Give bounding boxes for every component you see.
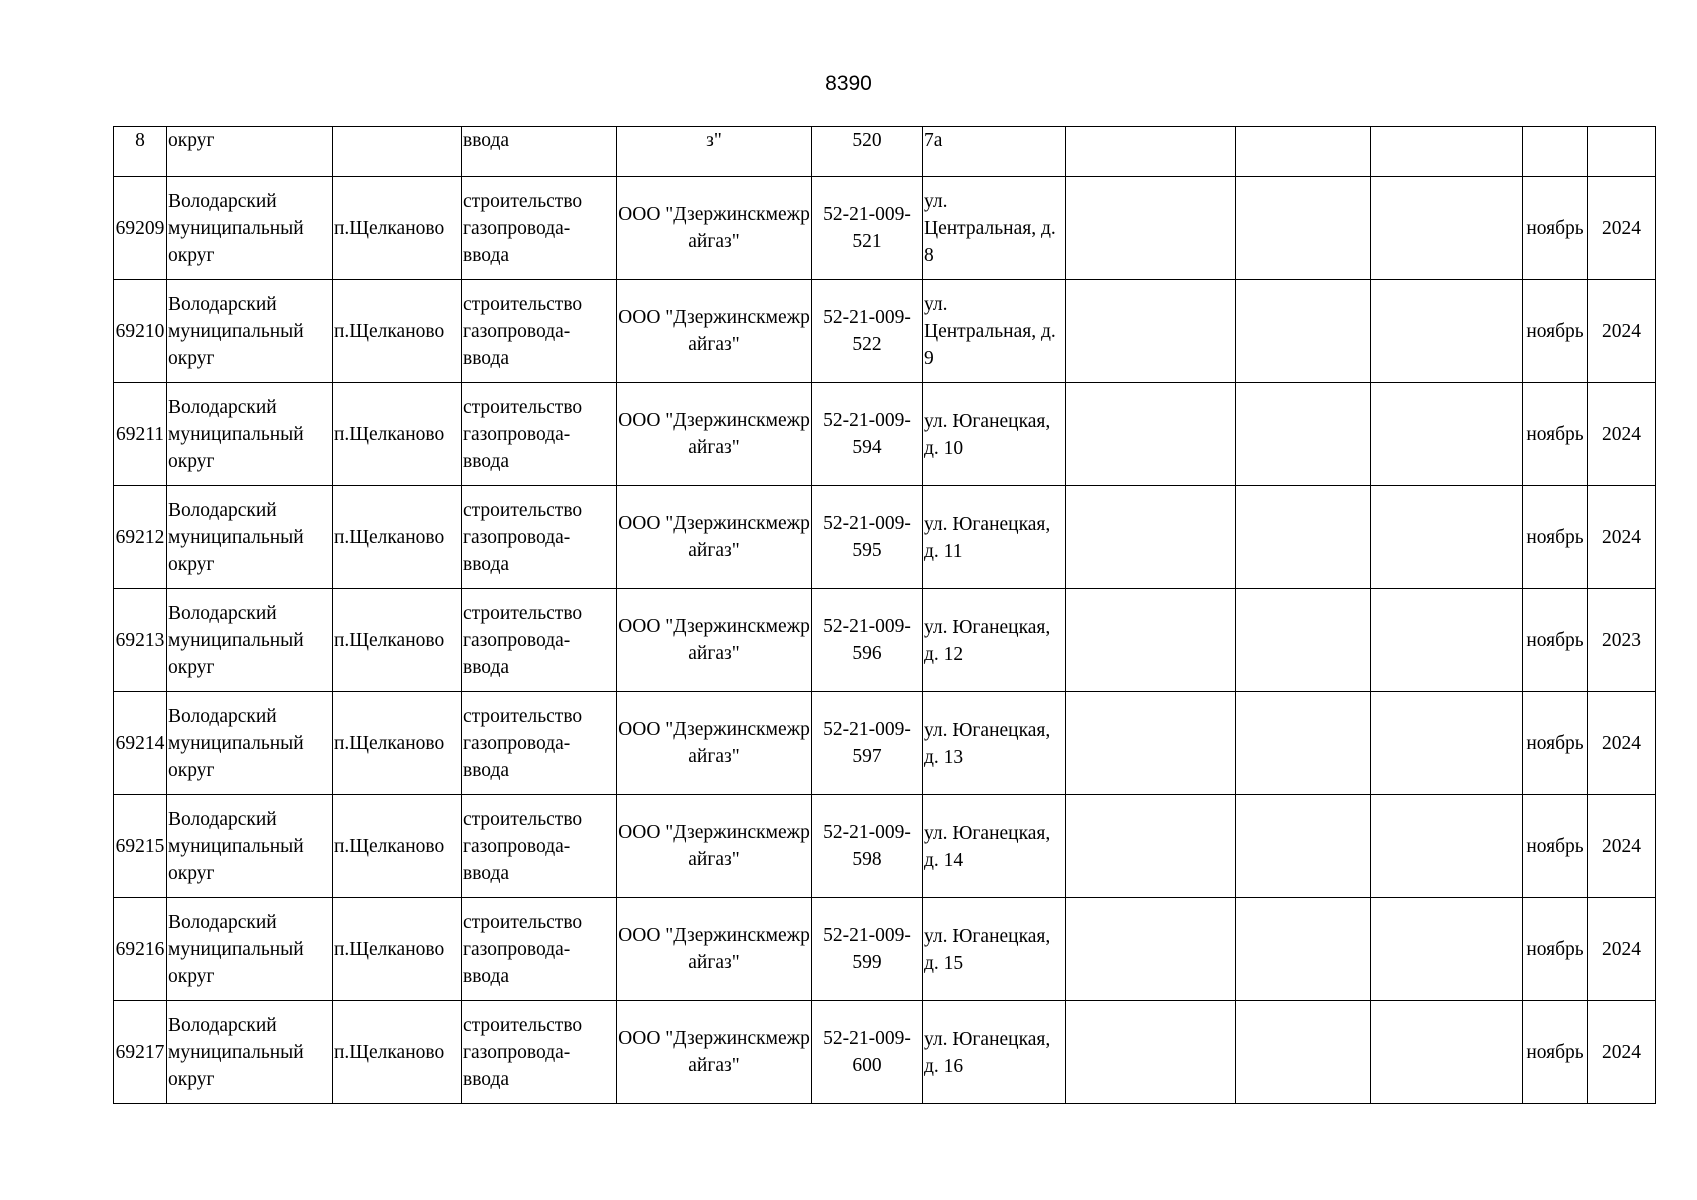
cell-work-type: строительство газопровода-ввода <box>462 1001 617 1104</box>
cell-empty <box>1066 1001 1236 1104</box>
cell-month: ноябрь <box>1523 177 1588 280</box>
cell-organization: ООО "Дзержинскмежрайгаз" <box>617 177 812 280</box>
cell-locality: п.Щелканово <box>333 795 462 898</box>
cell-empty <box>1066 795 1236 898</box>
cell-address: ул. Юганецкая, д. 11 <box>923 486 1066 589</box>
cell-empty <box>1371 383 1523 486</box>
cell-work-type: строительство газопровода-ввода <box>462 177 617 280</box>
cell-organization: ООО "Дзержинскмежрайгаз" <box>617 795 812 898</box>
table-row <box>114 127 1656 177</box>
cell-address: 7а <box>923 127 1066 177</box>
cell-work-type: строительство газопровода-ввода <box>462 692 617 795</box>
cell-organization: ООО "Дзержинскмежрайгаз" <box>617 486 812 589</box>
cell-number: 69210 <box>114 280 167 383</box>
cell-month: ноябрь <box>1523 692 1588 795</box>
cell-empty <box>1236 486 1371 589</box>
cell-address: ул. Юганецкая, д. 12 <box>923 589 1066 692</box>
cell-empty <box>1371 589 1523 692</box>
cell-locality: п.Щелканово <box>333 692 462 795</box>
cell-code: 52-21-009-521 <box>812 177 923 280</box>
cell-address: ул. Юганецкая, д. 10 <box>923 383 1066 486</box>
cell-empty <box>1371 898 1523 1001</box>
cell-work-type: строительство газопровода-ввода <box>462 589 617 692</box>
cell-empty <box>1371 486 1523 589</box>
cell-district: Володарский муниципальный округ <box>167 589 333 692</box>
cell-district: Володарский муниципальный округ <box>167 486 333 589</box>
table-row <box>114 280 1656 383</box>
cell-year: 2024 <box>1588 1001 1656 1104</box>
cell-month: ноябрь <box>1523 898 1588 1001</box>
cell-organization: ООО "Дзержинскмежрайгаз" <box>617 589 812 692</box>
table-row <box>114 383 1656 486</box>
cell-code: 520 <box>812 127 923 177</box>
cell-empty <box>1066 280 1236 383</box>
cell-district: округ <box>167 127 333 177</box>
cell-number: 69213 <box>114 589 167 692</box>
cell-number: 69212 <box>114 486 167 589</box>
cell-empty <box>1371 177 1523 280</box>
cell-district: Володарский муниципальный округ <box>167 898 333 1001</box>
cell-month: ноябрь <box>1523 795 1588 898</box>
cell-number: 69211 <box>114 383 167 486</box>
cell-number: 69216 <box>114 898 167 1001</box>
cell-empty <box>1236 383 1371 486</box>
cell-district: Володарский муниципальный округ <box>167 280 333 383</box>
cell-organization: ООО "Дзержинскмежрайгаз" <box>617 898 812 1001</box>
cell-empty <box>1066 127 1236 177</box>
cell-locality: п.Щелканово <box>333 898 462 1001</box>
cell-empty <box>1236 280 1371 383</box>
cell-organization: ООО "Дзержинскмежрайгаз" <box>617 383 812 486</box>
cell-month: ноябрь <box>1523 486 1588 589</box>
cell-code: 52-21-009-599 <box>812 898 923 1001</box>
table-row <box>114 1001 1656 1104</box>
cell-work-type: строительство газопровода-ввода <box>462 898 617 1001</box>
cell-month: ноябрь <box>1523 383 1588 486</box>
cell-number: 69214 <box>114 692 167 795</box>
cell-address: ул. Юганецкая, д. 13 <box>923 692 1066 795</box>
cell-empty <box>1236 898 1371 1001</box>
cell-district: Володарский муниципальный округ <box>167 177 333 280</box>
cell-work-type: строительство газопровода-ввода <box>462 383 617 486</box>
cell-number: 69209 <box>114 177 167 280</box>
cell-number: 69217 <box>114 1001 167 1104</box>
table-row <box>114 898 1656 1001</box>
cell-locality: п.Щелканово <box>333 280 462 383</box>
cell-code: 52-21-009-522 <box>812 280 923 383</box>
register-table <box>113 126 1656 1104</box>
cell-empty <box>1371 127 1523 177</box>
cell-address: ул. Центральная, д. 9 <box>923 280 1066 383</box>
cell-locality: п.Щелканово <box>333 177 462 280</box>
cell-code: 52-21-009-596 <box>812 589 923 692</box>
cell-district: Володарский муниципальный округ <box>167 383 333 486</box>
cell-code: 52-21-009-597 <box>812 692 923 795</box>
cell-work-type: ввода <box>462 127 617 177</box>
cell-empty <box>1371 692 1523 795</box>
cell-empty <box>1066 177 1236 280</box>
cell-work-type: строительство газопровода-ввода <box>462 280 617 383</box>
cell-empty <box>1236 177 1371 280</box>
cell-district: Володарский муниципальный округ <box>167 1001 333 1104</box>
cell-district: Володарский муниципальный округ <box>167 692 333 795</box>
cell-district: Володарский муниципальный округ <box>167 795 333 898</box>
table-row <box>114 692 1656 795</box>
cell-empty <box>1236 127 1371 177</box>
cell-organization: ООО "Дзержинскмежрайгаз" <box>617 692 812 795</box>
cell-empty <box>1066 589 1236 692</box>
cell-empty <box>1371 795 1523 898</box>
cell-locality: п.Щелканово <box>333 383 462 486</box>
cell-year: 2024 <box>1588 280 1656 383</box>
table-row <box>114 486 1656 589</box>
cell-code: 52-21-009-595 <box>812 486 923 589</box>
cell-year: 2023 <box>1588 589 1656 692</box>
cell-empty <box>1236 795 1371 898</box>
cell-organization: ООО "Дзержинскмежрайгаз" <box>617 1001 812 1104</box>
cell-empty <box>1066 898 1236 1001</box>
page-number: 8390 <box>825 72 872 95</box>
cell-empty <box>1236 1001 1371 1104</box>
table-body <box>114 127 1656 1104</box>
table-row <box>114 177 1656 280</box>
cell-year <box>1588 127 1656 177</box>
cell-work-type: строительство газопровода-ввода <box>462 486 617 589</box>
cell-work-type: строительство газопровода-ввода <box>462 795 617 898</box>
table-row <box>114 795 1656 898</box>
table-row <box>114 589 1656 692</box>
cell-address: ул. Юганецкая, д. 15 <box>923 898 1066 1001</box>
cell-code: 52-21-009-600 <box>812 1001 923 1104</box>
cell-year: 2024 <box>1588 383 1656 486</box>
cell-empty <box>1066 486 1236 589</box>
cell-organization: з" <box>617 127 812 177</box>
cell-locality: п.Щелканово <box>333 589 462 692</box>
cell-locality: п.Щелканово <box>333 1001 462 1104</box>
cell-organization: ООО "Дзержинскмежрайгаз" <box>617 280 812 383</box>
cell-number: 8 <box>114 127 167 177</box>
cell-address: ул. Центральная, д. 8 <box>923 177 1066 280</box>
cell-empty <box>1236 692 1371 795</box>
cell-year: 2024 <box>1588 898 1656 1001</box>
cell-empty <box>1066 692 1236 795</box>
cell-empty <box>1371 280 1523 383</box>
cell-number: 69215 <box>114 795 167 898</box>
cell-empty <box>1066 383 1236 486</box>
cell-code: 52-21-009-598 <box>812 795 923 898</box>
cell-locality <box>333 127 462 177</box>
cell-code: 52-21-009-594 <box>812 383 923 486</box>
cell-month: ноябрь <box>1523 280 1588 383</box>
cell-locality: п.Щелканово <box>333 486 462 589</box>
cell-address: ул. Юганецкая, д. 14 <box>923 795 1066 898</box>
cell-month: ноябрь <box>1523 589 1588 692</box>
cell-year: 2024 <box>1588 692 1656 795</box>
cell-empty <box>1371 1001 1523 1104</box>
cell-empty <box>1236 589 1371 692</box>
cell-year: 2024 <box>1588 177 1656 280</box>
cell-address: ул. Юганецкая, д. 16 <box>923 1001 1066 1104</box>
cell-year: 2024 <box>1588 486 1656 589</box>
cell-month: ноябрь <box>1523 1001 1588 1104</box>
cell-year: 2024 <box>1588 795 1656 898</box>
cell-month <box>1523 127 1588 177</box>
